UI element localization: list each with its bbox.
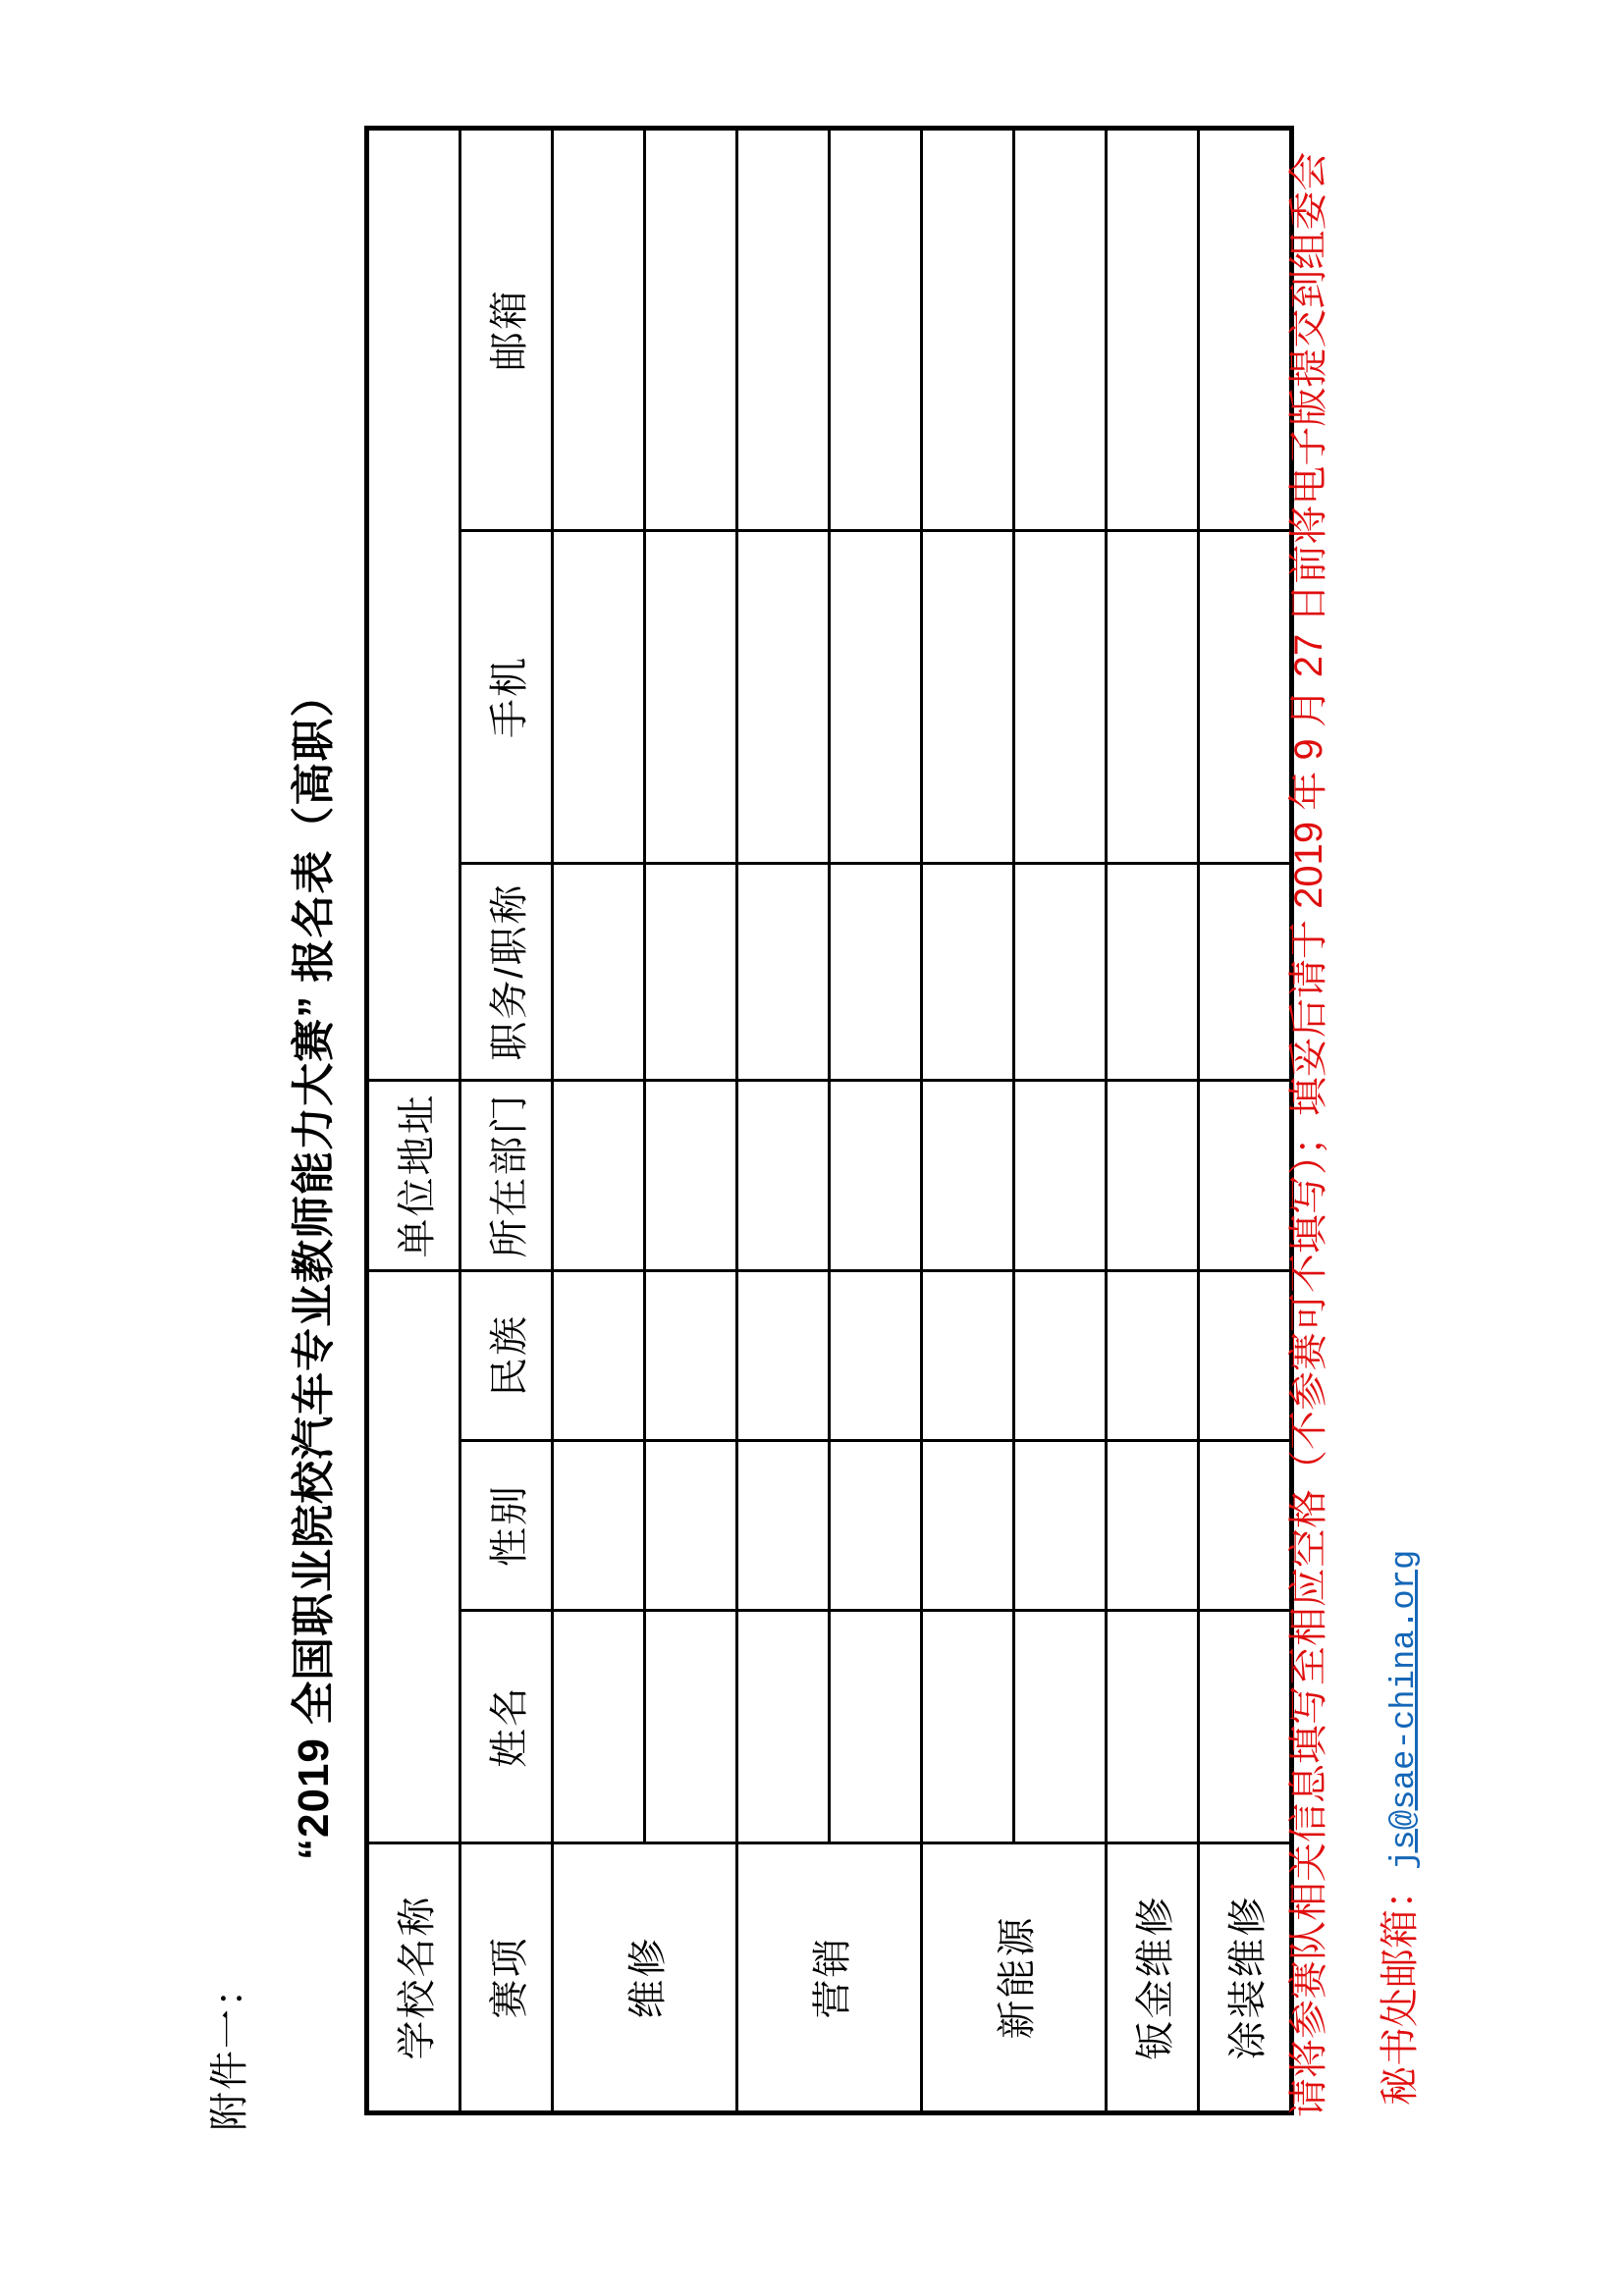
empty-cell [1014,1441,1107,1611]
event-label-painting: 涂装维修 [1199,1843,1292,2113]
header-position-title: 职务/职称 [460,864,553,1081]
empty-cell [1199,531,1292,864]
empty-cell [1014,1271,1107,1441]
empty-cell [830,1441,922,1611]
empty-cell [737,864,830,1081]
empty-cell [737,1271,830,1441]
school-name-header: 学校名称 [367,1843,460,2113]
header-row [460,129,553,2113]
event-label-marketing: 营销 [737,1843,922,2113]
empty-cell [830,1611,922,1843]
data-row [645,129,737,2113]
data-row [830,129,922,2113]
secretariat-email-label: 秘书处邮箱： [1379,1870,1422,2106]
empty-cell [553,531,645,864]
empty-cell [645,1611,737,1843]
header-gender: 性别 [460,1441,553,1611]
attachment-label: 附件一： [208,1966,251,2131]
empty-cell [553,1441,645,1611]
school-name-entry-cell [367,1271,460,1843]
empty-cell [830,864,922,1081]
empty-cell [645,1441,737,1611]
empty-cell [645,531,737,864]
unit-address-entry-cell [367,129,460,1081]
data-row [922,129,1014,2113]
empty-cell [922,1271,1014,1441]
secretariat-email-link[interactable]: js@sae-china.org [1386,1549,1424,1870]
empty-cell [922,129,1014,531]
form-title: “2019 全国职业院校汽车专业教师能力大赛” 报名表（高职） [290,672,338,1860]
empty-cell [830,1081,922,1271]
empty-cell [1199,864,1292,1081]
empty-cell [645,864,737,1081]
empty-cell [1014,531,1107,864]
empty-cell [1107,1611,1199,1843]
empty-cell [737,1441,830,1611]
empty-cell [1199,1081,1292,1271]
empty-cell [737,1081,830,1271]
empty-cell [922,1441,1014,1611]
event-label-new-energy: 新能源 [922,1843,1107,2113]
empty-cell [1014,1611,1107,1843]
empty-cell [1199,1441,1292,1611]
empty-cell [1107,1271,1199,1441]
header-department: 所在部门 [460,1081,553,1271]
empty-cell [922,864,1014,1081]
empty-cell [1014,864,1107,1081]
empty-cell [645,129,737,531]
empty-cell [830,129,922,531]
empty-cell [830,1271,922,1441]
data-row [1014,129,1107,2113]
empty-cell [553,864,645,1081]
registration-table [364,126,1294,2115]
empty-cell [1199,1271,1292,1441]
unit-address-header: 单位地址 [367,1081,460,1271]
empty-cell [1107,864,1199,1081]
empty-cell [1107,1081,1199,1271]
header-ethnicity: 民族 [460,1271,553,1441]
empty-cell [645,1081,737,1271]
empty-cell [553,129,645,531]
empty-cell [645,1271,737,1441]
empty-cell [737,531,830,864]
empty-cell [553,1271,645,1441]
empty-cell [922,1611,1014,1843]
empty-cell [922,531,1014,864]
empty-cell [737,129,830,531]
empty-cell [1014,129,1107,531]
empty-cell [1014,1081,1107,1271]
school-name-row [367,129,460,2113]
footnote-secretariat [1379,1550,1424,2106]
empty-cell [830,531,922,864]
empty-cell [1107,1441,1199,1611]
header-name: 姓名 [460,1611,553,1843]
empty-cell [1199,1611,1292,1843]
footnote-instructions: 请将参赛队相关信息填写至相应空格（不参赛可不填写）；填妥后请于 2019 年 9 月 27 日前将电子版提交到组委会 [1287,151,1330,2117]
header-email: 邮箱 [460,129,553,531]
data-row [1107,129,1199,2113]
event-label-sheet-metal: 钣金维修 [1107,1843,1199,2113]
empty-cell [922,1081,1014,1271]
event-label-repair: 维修 [553,1843,737,2113]
data-row [553,129,645,2113]
header-mobile: 手机 [460,531,553,864]
empty-cell [553,1081,645,1271]
empty-cell [1107,531,1199,864]
empty-cell [737,1611,830,1843]
data-row [737,129,830,2113]
empty-cell [553,1611,645,1843]
event-column-header: 赛项 [460,1843,553,2113]
data-row [1199,129,1292,2113]
empty-cell [1107,129,1199,531]
empty-cell [1199,129,1292,531]
